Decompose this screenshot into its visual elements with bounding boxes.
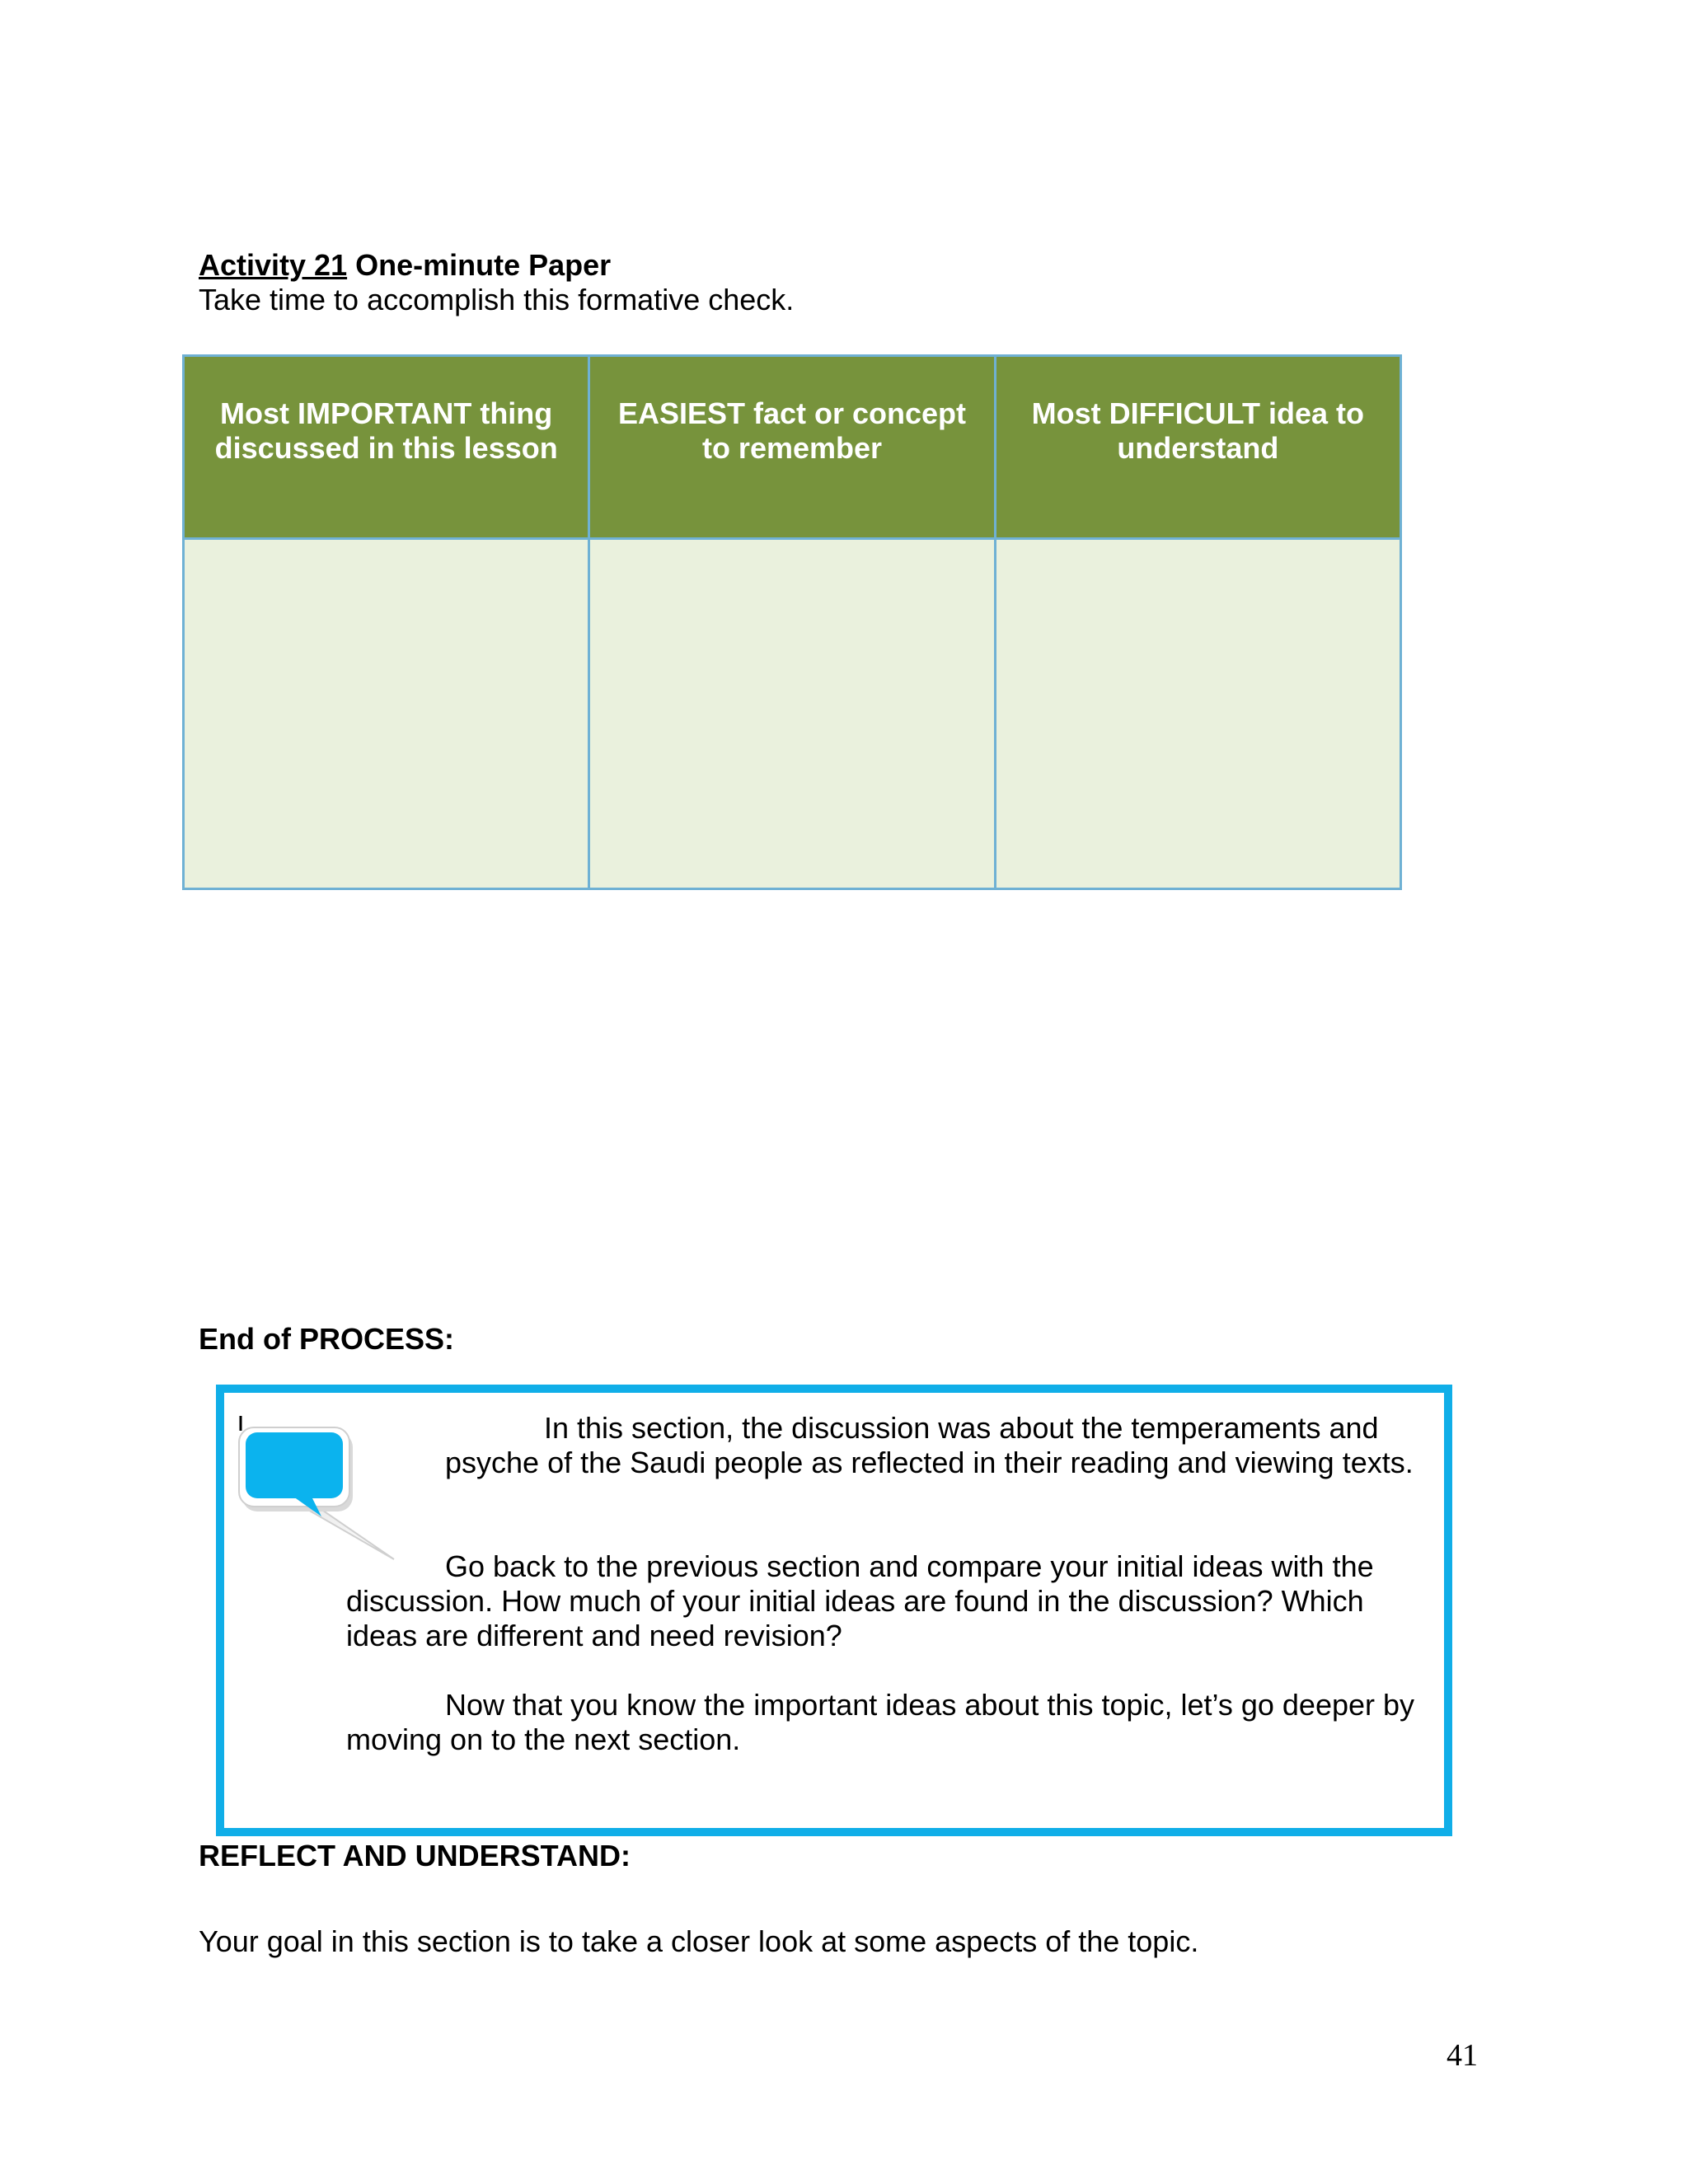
end-of-process-callout <box>216 1385 1452 1836</box>
header-easiest: EASIEST fact or concept to remember <box>589 356 995 539</box>
table-header-row <box>184 356 1401 539</box>
activity-title: One-minute Paper <box>355 248 612 282</box>
header-most-difficult: Most DIFFICULT idea to understand <box>995 356 1400 539</box>
callout-paragraph: In this section, the discussion was about the temperaments and psyche of the Saudi people as reflected in their reading and viewing texts. <box>445 1411 1414 1479</box>
callout-paragraph: Now that you know the important ideas about this topic, let’s go deeper by moving on to the next section. <box>346 1688 1415 1756</box>
answer-cell-most-difficult[interactable] <box>995 539 1400 889</box>
answer-cell-most-important[interactable] <box>184 539 589 889</box>
reflect-goal-text: Your goal in this section is to take a closer look at some aspects of the topic. <box>199 1924 1199 1958</box>
page-number: 41 <box>1447 2038 1478 2073</box>
speech-bubble-icon <box>236 1414 417 1571</box>
activity-number: Activity 21 <box>199 248 348 282</box>
one-minute-paper-table <box>182 354 1402 883</box>
end-of-process-heading: End of PROCESS: <box>199 1322 455 1356</box>
callout-paragraph: Go back to the previous section and compare your initial ideas with the discussion. How much of your initial ideas are found in the discussion? Which ideas are different and need revision? <box>346 1549 1374 1652</box>
table-answer-row <box>184 539 1401 889</box>
answer-cell-easiest[interactable] <box>589 539 995 889</box>
activity-heading <box>199 247 611 284</box>
activity-instruction: Take time to accomplish this formative check. <box>199 283 795 316</box>
header-most-important: Most IMPORTANT thing discussed in this lesson <box>184 356 589 539</box>
reflect-heading: REFLECT AND UNDERSTAND: <box>199 1839 631 1872</box>
